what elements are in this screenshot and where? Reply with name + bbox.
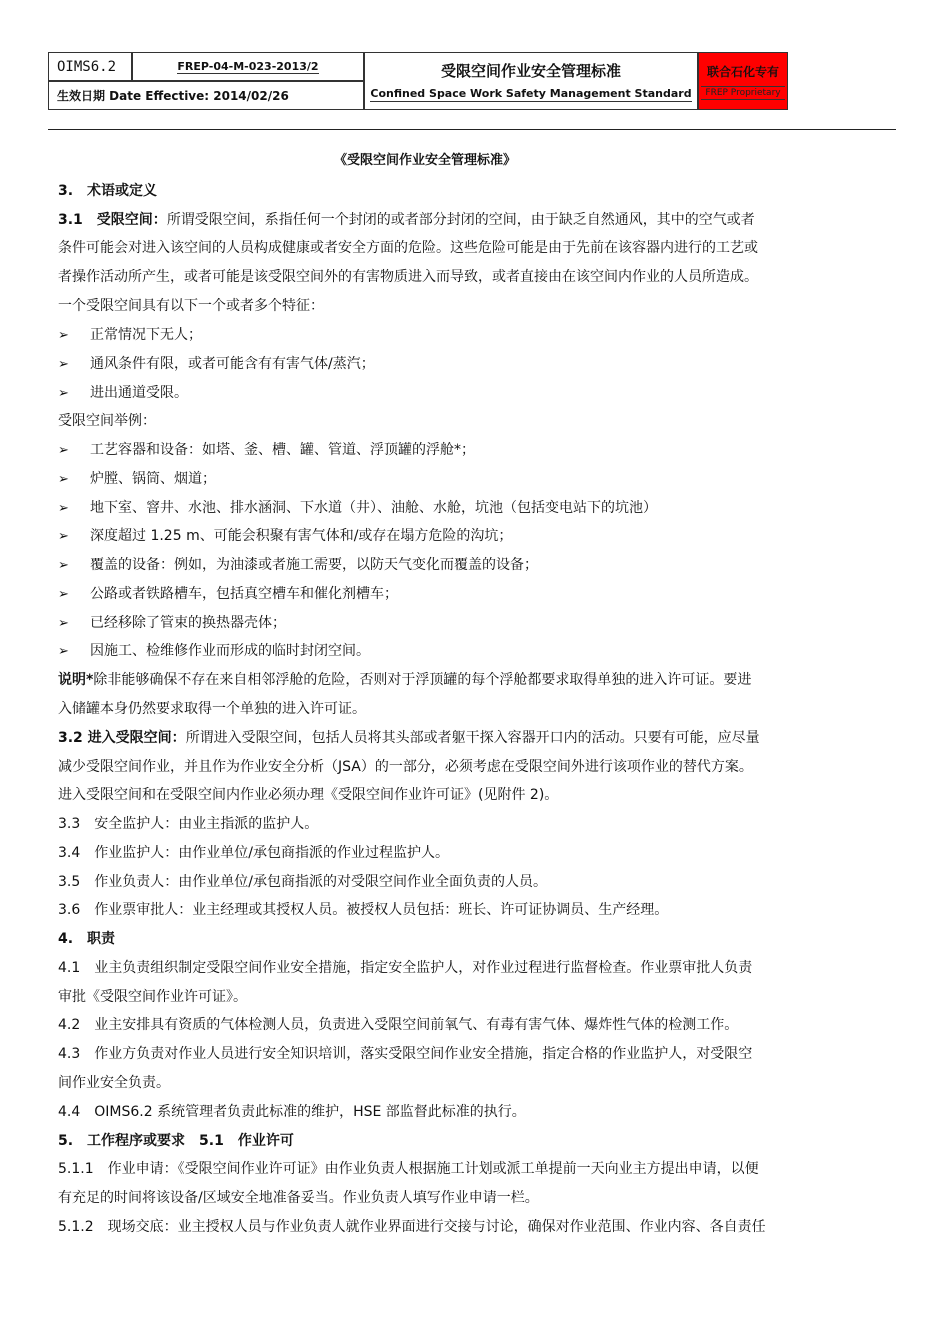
text-line (58, 297, 324, 315)
line-heading: 3.2 进入受限空间： (58, 730, 186, 746)
line-text: 有充足的时间将该设备/区域安全地准备妥当。作业负责人填写作业申请一栏。 (58, 1190, 539, 1206)
header-title-cn: 受限空间作业安全管理标准 (440, 62, 621, 80)
arrowhead-bullet-icon: ➢ (58, 558, 69, 573)
line-text: 5.1.1 作业申请：《受限空间作业许可证》由作业负责人根据施工计划或派工单提前一天向业主方提出申请，以便 (58, 1161, 759, 1177)
line-text: 4.3 作业方负责对作业人员进行安全知识培训，落实受限空间作业安全措施，指定合格的作业监护人，对受限空 (58, 1046, 753, 1062)
line-heading: 说明* (58, 672, 94, 688)
line-text: 者操作活动所产生，或者可能是该受限空间外的有害物质进入而导致，或者直接由在该空间内作业的人员所造成。 (58, 269, 758, 285)
text-line (58, 355, 375, 374)
text-line (58, 614, 286, 633)
text-line (58, 585, 398, 604)
arrowhead-bullet-icon: ➢ (58, 472, 69, 487)
header-title-en: Confined Space Work Safety Management Standard (370, 87, 692, 100)
text-line (58, 786, 558, 804)
document-header (48, 52, 788, 110)
line-text: 深度超过 1.25 m、可能会积聚有害气体和/或存在塌方危险的沟坑； (90, 528, 513, 544)
text-line (58, 384, 188, 403)
arrowhead-bullet-icon: ➢ (58, 386, 69, 401)
text-line (58, 873, 547, 891)
text-line (58, 1045, 752, 1063)
effective-date-cell (48, 81, 364, 110)
line-text: 3.3 安全监护人：由业主指派的监护人。 (58, 816, 319, 832)
line-text: 一个受限空间具有以下一个或者多个特征： (58, 298, 324, 314)
line-text: 工艺容器和设备：如塔、釜、槽、罐、管道、浮顶罐的浮舱*； (90, 442, 475, 458)
line-text: 条件可能会对进入该空间的人员构成健康或者安全方面的危险。这些危险可能是由于先前在该容器内进行的工艺或 (58, 240, 758, 256)
line-text: 因施工、检维修作业而形成的临时封闭空间。 (90, 643, 370, 659)
line-text: 4.1 业主负责组织制定受限空间作业安全措施，指定安全监护人，对作业过程进行监督检查。作业票审批人负责 (58, 960, 753, 976)
line-text: 地下室、窨井、水池、排水涵洞、下水道（井）、油舱、水舱，坑池（包括变电站下的坑池） (90, 500, 657, 516)
line-text: 3.5 作业负责人：由作业单位/承包商指派的对受限空间作业全面负责的人员。 (58, 874, 547, 890)
text-line (58, 527, 512, 546)
text-line (58, 239, 758, 257)
arrowhead-bullet-icon: ➢ (58, 529, 69, 544)
proprietary-cell (698, 52, 788, 110)
line-heading: 5. 工作程序或要求 5.1 作业许可 (58, 1133, 294, 1149)
line-text: 公路或者铁路槽车，包括真空槽车和催化剂槽车； (90, 586, 398, 602)
line-text: 4.2 业主安排具有资质的气体检测人员，负责进入受限空间前氧气、有毒有害气体、爆炸性气体的检测工作。 (58, 1017, 739, 1033)
line-heading: 4. 职责 (58, 931, 116, 947)
text-line (58, 959, 752, 977)
document-title-text: 《受限空间作业安全管理标准》 (333, 153, 516, 168)
line-text: 受限空间举例： (58, 413, 156, 429)
effective-date: 生效日期 Date Effective: 2014/02/26 (57, 89, 289, 103)
line-text: 所谓进入受限空间，包括人员将其头部或者躯干探入容器开口内的活动。只要有可能，应尽量 (185, 730, 760, 746)
system-code: OIMS6.2 (57, 58, 117, 75)
doc-number-cell (132, 52, 364, 81)
proprietary-en: FREP Proprietary (701, 86, 784, 100)
arrowhead-bullet-icon: ➢ (58, 328, 69, 343)
arrowhead-bullet-icon: ➢ (58, 587, 69, 602)
text-line (58, 700, 366, 718)
line-text: 审批《受限空间作业许可证》。 (58, 989, 247, 1005)
line-text: 3.6 作业票审批人：业主经理或其授权人员。被授权人员包括：班长、许可证协调员、生产经理。 (58, 902, 669, 918)
line-text: 进入受限空间和在受限空间内作业必须办理《受限空间作业许可证》(见附件 2)。 (58, 787, 559, 803)
text-line (58, 1218, 766, 1236)
line-text: 通风条件有限，或者可能含有有害气体/蒸汽； (90, 356, 375, 372)
text-line (58, 671, 751, 689)
text-line (58, 1074, 170, 1092)
text-line (58, 1189, 539, 1207)
text-line (58, 988, 247, 1006)
line-text: 已经移除了管束的换热器壳体； (90, 615, 286, 631)
line-text: 覆盖的设备：例如，为油漆或者施工需要，以防天气变化而覆盖的设备； (90, 557, 538, 573)
text-line (58, 844, 449, 862)
text-line (58, 412, 156, 430)
arrowhead-bullet-icon: ➢ (58, 501, 69, 516)
text-line (58, 268, 758, 286)
proprietary-cn: 联合石化专有 (706, 64, 779, 79)
line-text: 入储罐本身仍然要求取得一个单独的进入许可证。 (58, 701, 366, 717)
arrowhead-bullet-icon: ➢ (58, 357, 69, 372)
text-line (58, 729, 760, 747)
arrowhead-bullet-icon: ➢ (58, 616, 69, 631)
line-heading: 3. 术语或定义 (58, 183, 158, 199)
text-line (58, 815, 318, 833)
line-text: 间作业安全负责。 (58, 1075, 170, 1091)
text-line (58, 1103, 526, 1121)
document-title (0, 149, 950, 168)
line-text: 5.1.2 现场交底：业主授权人员与作业负责人就作业界面进行交接与讨论，确保对作业范围、作业内容、各自责任 (58, 1219, 766, 1235)
line-text: 4.4 OIMS6.2 系统管理者负责此标准的维护，HSE 部监督此标准的执行。 (58, 1104, 526, 1120)
text-line (58, 1160, 759, 1178)
text-line (58, 441, 475, 460)
arrowhead-bullet-icon: ➢ (58, 443, 69, 458)
text-line (58, 211, 755, 229)
text-line (58, 499, 657, 518)
text-line (58, 470, 216, 489)
doc-number: FREP-04-M-023-2013/2 (177, 59, 319, 73)
text-line (58, 556, 538, 575)
line-text: 炉膛、锅筒、烟道； (90, 471, 216, 487)
text-line (58, 758, 753, 776)
line-text: 减少受限空间作业，并且作为作业安全分析（JSA）的一部分，必须考虑在受限空间外进行该项作业的替代方案。 (58, 759, 753, 775)
line-text: 所谓受限空间，系指任何一个封闭的或者部分封闭的空间，由于缺乏自然通风，其中的空气或者 (166, 212, 755, 228)
line-text: 正常情况下无人； (90, 327, 202, 343)
header-divider (48, 129, 896, 130)
text-line (58, 642, 370, 661)
text-line (58, 930, 115, 948)
line-heading: 3.1 受限空间： (58, 212, 167, 228)
system-code-cell (48, 52, 132, 81)
text-line (58, 326, 202, 345)
line-text: 3.4 作业监护人：由作业单位/承包商指派的作业过程监护人。 (58, 845, 449, 861)
text-line (58, 182, 157, 200)
line-text: 进出通道受限。 (90, 385, 188, 401)
text-line (58, 1016, 738, 1034)
text-line (58, 901, 668, 919)
header-title-cell (364, 52, 698, 110)
arrowhead-bullet-icon: ➢ (58, 644, 69, 659)
line-text: 除非能够确保不存在来自相邻浮舱的危险，否则对于浮顶罐的每个浮舱都要求取得单独的进入许可证。要进 (93, 672, 752, 688)
text-line (58, 1132, 294, 1150)
